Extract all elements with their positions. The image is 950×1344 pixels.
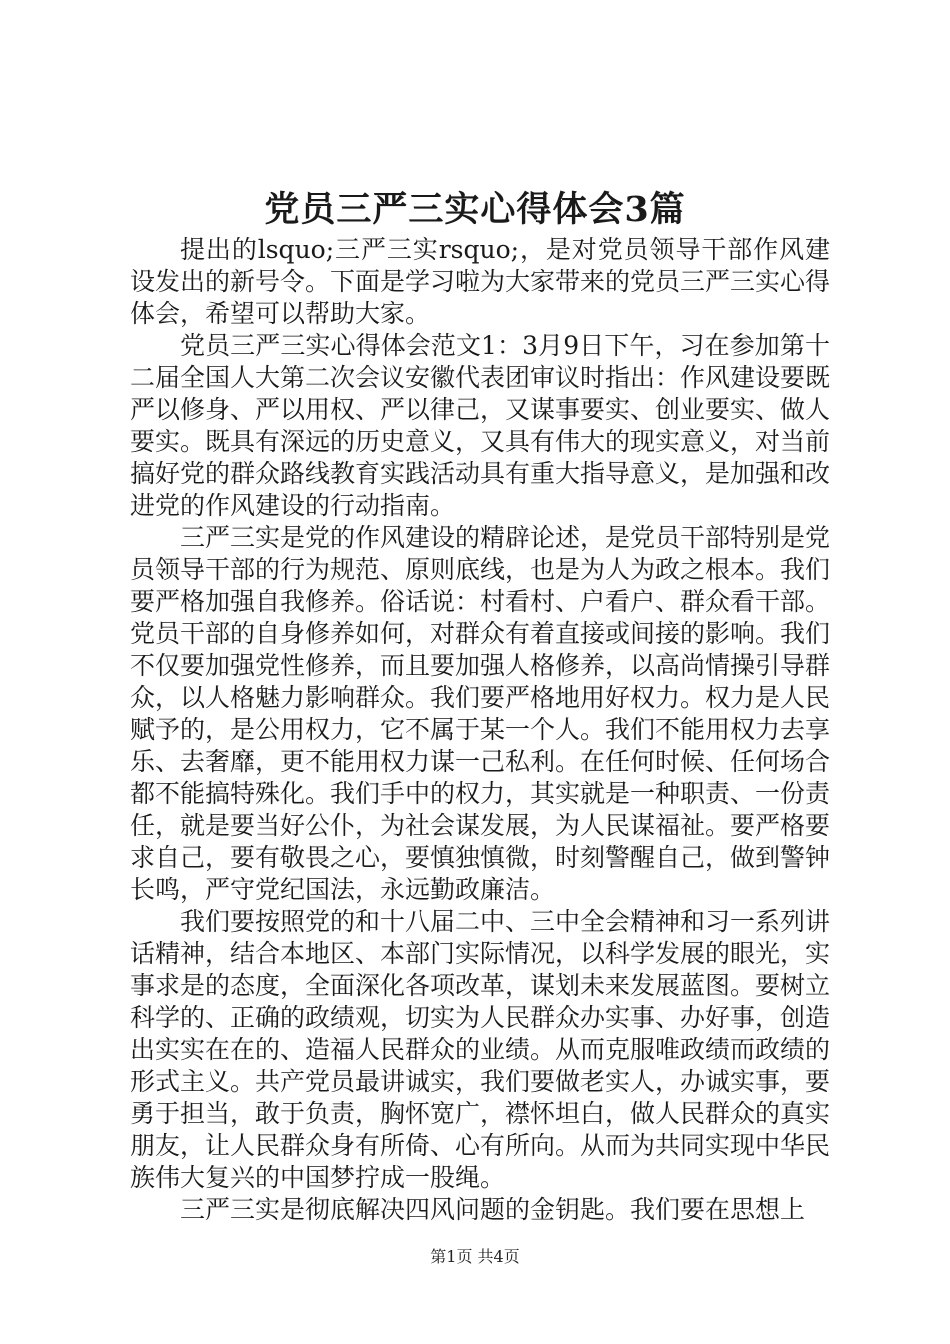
document-body: [130, 234, 830, 1226]
paragraph-essay-1: 党员三严三实心得体会范文1：3月9日下午，习在参加第十二届全国人大第二次会议安徽代表团审议时指出：作风建设要既严以修身、严以用权、严以律己，又谋事要实、创业要实、做人要实。既具有深远的历史意义，又具有伟大的现实意义，对当前搞好党的群众路线教育实践活动具有重大指导意义，是加强和改进党的作风建设的行动指南。: [130, 331, 831, 520]
paragraph-intro: 提出的lsquo;三严三实rsquo;，是对党员领导干部作风建设发出的新号令。下面是学习啦为大家带来的党员三严三实心得体会，希望可以帮助大家。: [130, 235, 831, 328]
page-number-footer: 第1页 共4页: [430, 1247, 520, 1266]
document-title: 党员三严三实心得体会3篇: [264, 189, 686, 230]
paragraph-reform: 我们要按照党的和十八届二中、三中全会精神和习一系列讲话精神，结合本地区、本部门实际情况，以科学发展的眼光，实事求是的态度，全面深化各项改革，谋划未来发展蓝图。要树立科学的、正确的政绩观，切实为人民群众办实事、办好事，创造出实实在在的、造福人民群众的业绩。从而克服唯政绩而政绩的形式主义。共产党员最讲诚实，我们要做老实人，办诚实事，要勇于担当，敢于负责，胸怀宽广，襟怀坦白，做人民群众的真实朋友，让人民群众身有所倚、心有所向。从而为共同实现中华民族伟大复兴的中国梦拧成一股绳。: [130, 907, 831, 1192]
paragraph-three-stricts: 三严三实是党的作风建设的精辟论述，是党员干部特别是党员领导干部的行为规范、原则底线，也是为人为政之根本。我们要严格加强自我修养。俗话说：村看村、户看户、群众看干部。党员干部的自身修养如何，对群众有着直接或间接的影响。我们不仅要加强党性修养，而且要加强人格修养，以高尚情操引导群众，以人格魅力影响群众。我们要严格地用好权力。权力是人民赋予的，是公用权力，它不属于某一个人。我们不能用权力去享乐、去奢靡，更不能用权力谋一己私利。在任何时候、任何场合都不能搞特殊化。我们手中的权力，其实就是一种职责、一份责任，就是要当好公仆，为社会谋发展，为人民谋福祉。要严格要求自己，要有敬畏之心，要慎独慎微，时刻警醒自己，做到警钟长鸣，严守党纪国法，永远勤政廉洁。: [130, 523, 831, 904]
paragraph-four-winds: 三严三实是彻底解决四风问题的金钥匙。我们要在思想上: [180, 1195, 806, 1224]
